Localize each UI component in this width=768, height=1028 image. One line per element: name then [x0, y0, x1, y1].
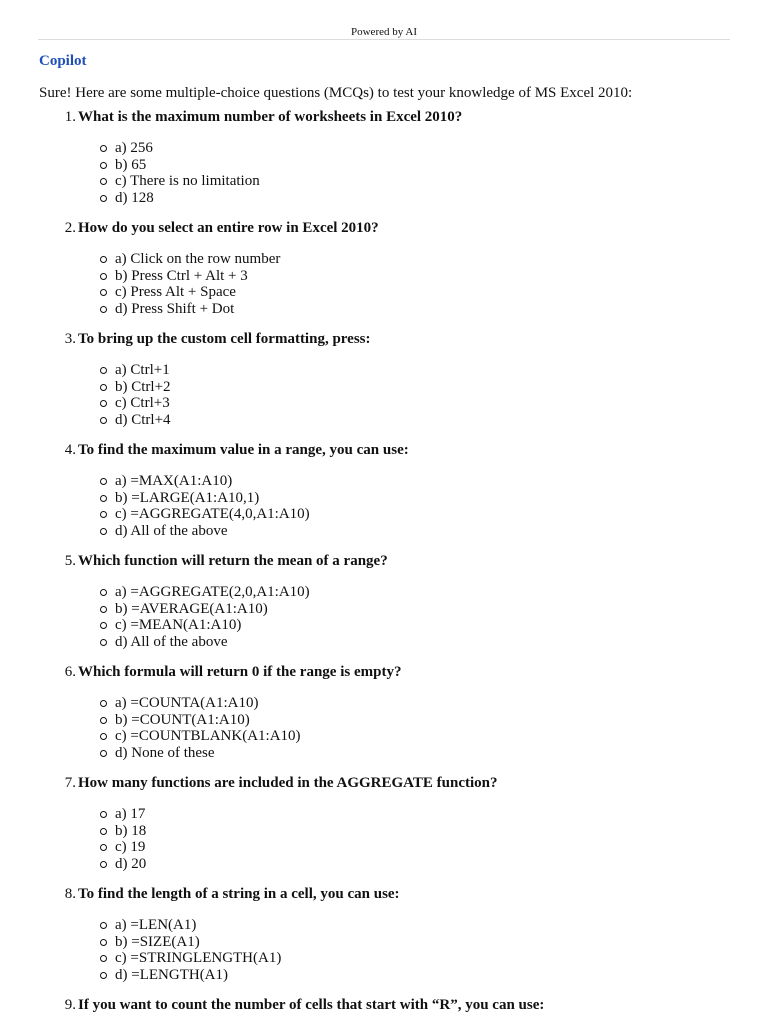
option-text: b) Ctrl+2 — [115, 378, 171, 395]
option-text: a) =AGGREGATE(2,0,A1:A10) — [115, 584, 310, 600]
circle-bullet-icon — [100, 861, 107, 868]
circle-bullet-icon — [100, 384, 107, 391]
question-number: 5. — [64, 553, 76, 569]
option-text: a) 17 — [115, 806, 146, 822]
question-heading — [39, 664, 748, 681]
question-item — [39, 775, 748, 872]
question-number: 1. — [64, 109, 76, 125]
question-item — [39, 220, 748, 317]
option-item — [115, 823, 748, 840]
option-text: b) 65 — [115, 156, 147, 173]
option-text: c) 19 — [115, 839, 146, 855]
circle-bullet-icon — [100, 528, 107, 535]
option-text: c) =MEAN(A1:A10) — [115, 617, 242, 633]
option-item — [115, 950, 748, 967]
question-number: 8. — [64, 886, 76, 902]
circle-bullet-icon — [100, 606, 107, 613]
option-text: b) =SIZE(A1) — [115, 933, 200, 950]
intro-text: Sure! Here are some multiple-choice questions (MCQs) to test your knowledge of MS Excel 2010: — [39, 85, 633, 101]
option-text: a) =COUNTA(A1:A10) — [115, 695, 259, 711]
question-heading — [39, 997, 748, 1014]
option-list — [39, 473, 748, 539]
page-header — [38, 0, 730, 40]
question-text: To find the length of a string in a cell, you can use: — [78, 886, 400, 902]
option-list — [39, 695, 748, 761]
question-text: Which formula will return 0 if the range is empty? — [78, 664, 402, 680]
circle-bullet-icon — [100, 145, 107, 152]
option-item — [115, 745, 748, 762]
option-text: b) =COUNT(A1:A10) — [115, 711, 250, 728]
circle-bullet-icon — [100, 306, 107, 313]
option-item — [115, 379, 748, 396]
circle-bullet-icon — [100, 195, 107, 202]
question-text: How do you select an entire row in Excel 2010? — [78, 220, 379, 236]
question-text: Which function will return the mean of a range? — [78, 553, 388, 569]
option-text: d) All of the above — [115, 633, 228, 650]
option-item — [115, 190, 748, 207]
option-text: a) 256 — [115, 140, 153, 156]
question-text: To bring up the custom cell formatting, press: — [78, 331, 371, 347]
question-heading — [39, 220, 748, 237]
question-heading — [39, 442, 748, 459]
question-text: To find the maximum value in a range, you can use: — [78, 442, 409, 458]
option-item — [115, 412, 748, 429]
option-item — [115, 856, 748, 873]
option-item — [115, 584, 748, 601]
question-number: 9. — [64, 997, 76, 1013]
question-item — [39, 664, 748, 761]
option-item — [115, 839, 748, 856]
option-list — [39, 917, 748, 983]
question-item — [39, 442, 748, 539]
option-text: c) =AGGREGATE(4,0,A1:A10) — [115, 506, 310, 522]
option-item — [115, 395, 748, 412]
option-text: c) =STRINGLENGTH(A1) — [115, 950, 282, 966]
option-text: a) Ctrl+1 — [115, 362, 170, 378]
option-item — [115, 967, 748, 984]
option-text: a) =MAX(A1:A10) — [115, 473, 233, 489]
circle-bullet-icon — [100, 811, 107, 818]
circle-bullet-icon — [100, 733, 107, 740]
option-list — [39, 362, 748, 428]
option-item — [115, 523, 748, 540]
circle-bullet-icon — [100, 844, 107, 851]
circle-bullet-icon — [100, 478, 107, 485]
option-item — [115, 173, 748, 190]
option-item — [115, 140, 748, 157]
option-text: c) Ctrl+3 — [115, 395, 170, 411]
circle-bullet-icon — [100, 511, 107, 518]
question-number: 7. — [64, 775, 76, 791]
question-item — [39, 553, 748, 650]
option-item — [115, 362, 748, 379]
powered-by-label: Powered by AI — [351, 26, 417, 38]
circle-bullet-icon — [100, 589, 107, 596]
option-item — [115, 917, 748, 934]
question-heading — [39, 553, 748, 570]
question-heading — [39, 109, 748, 126]
circle-bullet-icon — [100, 717, 107, 724]
option-item — [115, 284, 748, 301]
option-text: d) 128 — [115, 189, 154, 206]
circle-bullet-icon — [100, 939, 107, 946]
option-item — [115, 268, 748, 285]
question-number: 6. — [64, 664, 76, 680]
option-item — [115, 251, 748, 268]
circle-bullet-icon — [100, 400, 107, 407]
option-list — [39, 251, 748, 317]
sender-name: Copilot — [39, 53, 87, 69]
option-item — [115, 806, 748, 823]
circle-bullet-icon — [100, 178, 107, 185]
question-heading — [39, 886, 748, 903]
option-item — [115, 490, 748, 507]
option-text: b) Press Ctrl + Alt + 3 — [115, 267, 248, 284]
question-number: 3. — [64, 331, 76, 347]
option-list — [39, 584, 748, 650]
option-item — [115, 601, 748, 618]
circle-bullet-icon — [100, 750, 107, 757]
circle-bullet-icon — [100, 495, 107, 502]
option-list — [39, 806, 748, 872]
circle-bullet-icon — [100, 922, 107, 929]
question-heading — [39, 331, 748, 348]
option-item — [115, 301, 748, 318]
question-item — [39, 997, 748, 1014]
option-text: d) 20 — [115, 855, 147, 872]
question-text: What is the maximum number of worksheets in Excel 2010? — [78, 109, 463, 125]
question-item — [39, 331, 748, 428]
question-number: 2. — [64, 220, 76, 236]
circle-bullet-icon — [100, 273, 107, 280]
option-item — [115, 157, 748, 174]
circle-bullet-icon — [100, 162, 107, 169]
circle-bullet-icon — [100, 417, 107, 424]
option-item — [115, 728, 748, 745]
option-text: a) =LEN(A1) — [115, 917, 197, 933]
option-item — [115, 617, 748, 634]
circle-bullet-icon — [100, 367, 107, 374]
question-list — [39, 109, 748, 1028]
option-text: c) Press Alt + Space — [115, 284, 236, 300]
question-text: How many functions are included in the AGGREGATE function? — [78, 775, 498, 791]
circle-bullet-icon — [100, 289, 107, 296]
circle-bullet-icon — [100, 256, 107, 263]
option-text: b) =LARGE(A1:A10,1) — [115, 489, 260, 506]
option-text: c) There is no limitation — [115, 173, 260, 189]
option-item — [115, 695, 748, 712]
option-item — [115, 634, 748, 651]
option-list — [39, 140, 748, 206]
question-heading — [39, 775, 748, 792]
option-text: b) =AVERAGE(A1:A10) — [115, 600, 268, 617]
circle-bullet-icon — [100, 828, 107, 835]
circle-bullet-icon — [100, 972, 107, 979]
question-item — [39, 109, 748, 206]
option-text: d) Ctrl+4 — [115, 411, 171, 428]
option-text: d) =LENGTH(A1) — [115, 966, 229, 983]
circle-bullet-icon — [100, 639, 107, 646]
question-item — [39, 886, 748, 983]
option-text: a) Click on the row number — [115, 251, 281, 267]
option-item — [115, 712, 748, 729]
option-text: c) =COUNTBLANK(A1:A10) — [115, 728, 301, 744]
option-text: d) Press Shift + Dot — [115, 300, 235, 317]
option-item — [115, 473, 748, 490]
option-text: d) None of these — [115, 744, 215, 761]
circle-bullet-icon — [100, 955, 107, 962]
option-item — [115, 934, 748, 951]
option-text: b) 18 — [115, 822, 147, 839]
option-item — [115, 506, 748, 523]
question-number: 4. — [64, 442, 76, 458]
circle-bullet-icon — [100, 622, 107, 629]
option-text: d) All of the above — [115, 522, 228, 539]
circle-bullet-icon — [100, 700, 107, 707]
question-text: If you want to count the number of cells that start with “R”, you can use: — [78, 997, 545, 1013]
